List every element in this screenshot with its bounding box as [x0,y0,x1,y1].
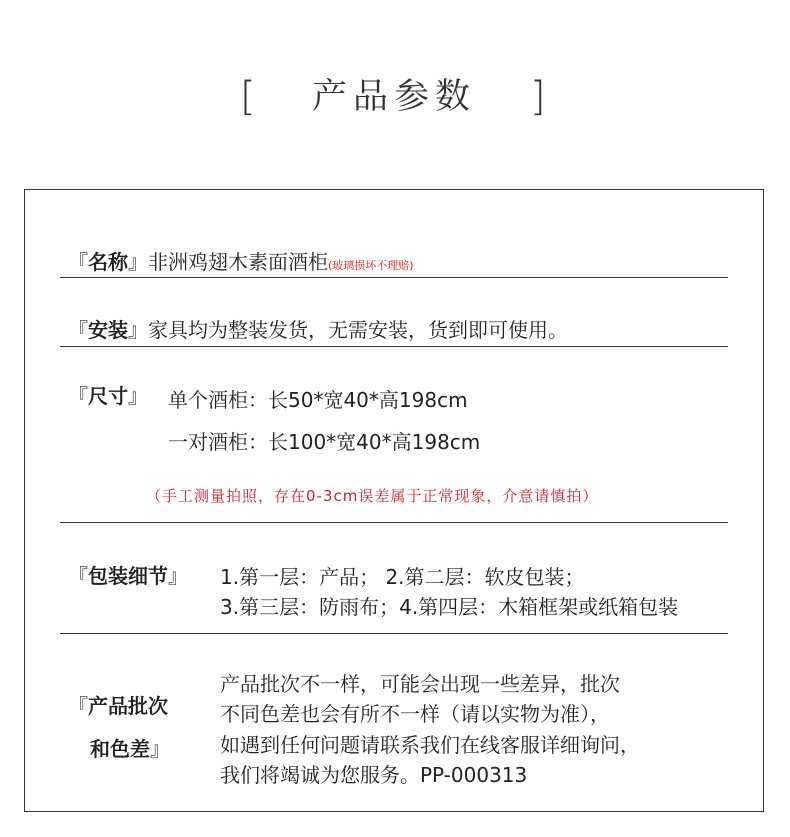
packaging-line-2: 3.第三层：防雨布；4.第四层：木箱框架或纸箱包装 [220,595,679,619]
size-label: 『尺寸』 [68,384,148,408]
size-single: 单个酒柜：长50*宽40*高198cm [168,388,468,412]
color-line-4: 我们将竭诚为您服务。PP-000313 [220,763,528,787]
color-line-1: 产品批次不一样，可能会出现一些差异，批次 [220,672,620,696]
divider [60,633,728,634]
color-line-3: 如遇到任何问题请联系我们在线客服详细询问， [220,733,640,757]
packaging-label: 『包装细节』 [68,564,188,588]
install-value: 家具均为整装发货，无需安装，货到即可使用。 [148,318,568,342]
name-value: 非洲鸡翅木素面酒柜 [148,250,328,274]
install-row [68,314,568,343]
divider [60,346,728,347]
name-note: (玻璃损坏不理赔) [328,259,414,272]
packaging-line-1: 1.第一层：产品； 2.第二层：软皮包装； [220,565,585,589]
color-line-2: 不同色差也会有所不一样（请以实物为准）， [220,702,610,726]
divider [60,522,728,523]
size-pair: 一对酒柜：长100*宽40*高198cm [168,430,481,454]
size-measurement-note: （手工测量拍照，存在0-3cm误差属于正常现象，介意请慎拍） [146,487,599,505]
install-label: 『安装』 [68,318,148,342]
divider [60,277,728,278]
section-title-row [0,72,790,122]
name-row [68,246,414,275]
color-label-line-2: 和色差』 [90,737,170,761]
title-left-bracket: [ [240,74,256,120]
color-label-line-1: 『产品批次 [68,694,168,718]
page-title: 产品参数 [312,77,477,117]
name-label: 『名称』 [68,250,148,274]
title-right-bracket: ] [530,74,546,120]
